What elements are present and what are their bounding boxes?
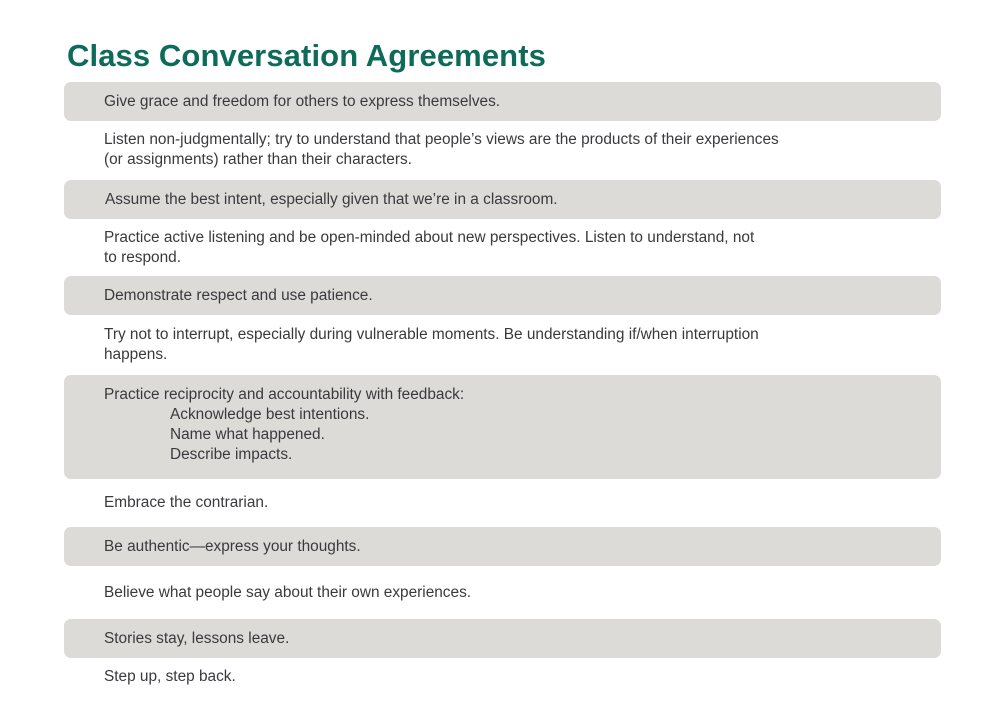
agreement-item [64, 180, 941, 219]
agreement-item [64, 276, 941, 315]
agreement-item [64, 583, 941, 603]
agreement-text-line-2: happens. [104, 346, 168, 363]
agreement-item [64, 228, 941, 268]
agreement-text-line-1: Listen non-judgmentally; try to understand that people’s views are the products of their experiences [104, 131, 779, 148]
agreement-item [64, 82, 941, 121]
agreement-text-line-2: (or assignments) rather than their characters. [104, 151, 412, 168]
agreement-text: Assume the best intent, especially given that we’re in a classroom. [105, 190, 558, 208]
agreement-text: Stories stay, lessons leave. [104, 629, 290, 647]
agreement-subitem: Acknowledge best intentions. [170, 406, 370, 423]
agreement-text: Be authentic—express your thoughts. [104, 537, 361, 555]
agreement-subitem: Describe impacts. [170, 446, 293, 463]
agreement-item [64, 325, 941, 365]
agreement-text-line-1: Try not to interrupt, especially during vulnerable moments. Be understanding if/when interruption [104, 326, 759, 343]
agreement-item [64, 493, 941, 513]
agreement-item [64, 130, 941, 170]
agreement-item [64, 667, 941, 687]
agreement-text: Embrace the contrarian. [104, 494, 269, 511]
agreement-item-with-subitems [64, 375, 941, 479]
agreement-text-line-2: to respond. [104, 249, 182, 266]
agreement-item [64, 619, 941, 658]
agreement-text: Believe what people say about their own experiences. [104, 584, 472, 601]
agreement-text-line-1: Practice active listening and be open-minded about new perspectives. Listen to understand, not [104, 229, 755, 246]
agreement-subitem: Name what happened. [170, 426, 325, 443]
agreement-item [64, 527, 941, 566]
agreement-text: Practice reciprocity and accountability with feedback: [104, 386, 465, 403]
agreement-text: Step up, step back. [104, 668, 236, 685]
page-title: Class Conversation Agreements [67, 38, 546, 73]
agreement-text: Give grace and freedom for others to express themselves. [104, 92, 501, 110]
agreement-text: Demonstrate respect and use patience. [104, 286, 373, 304]
